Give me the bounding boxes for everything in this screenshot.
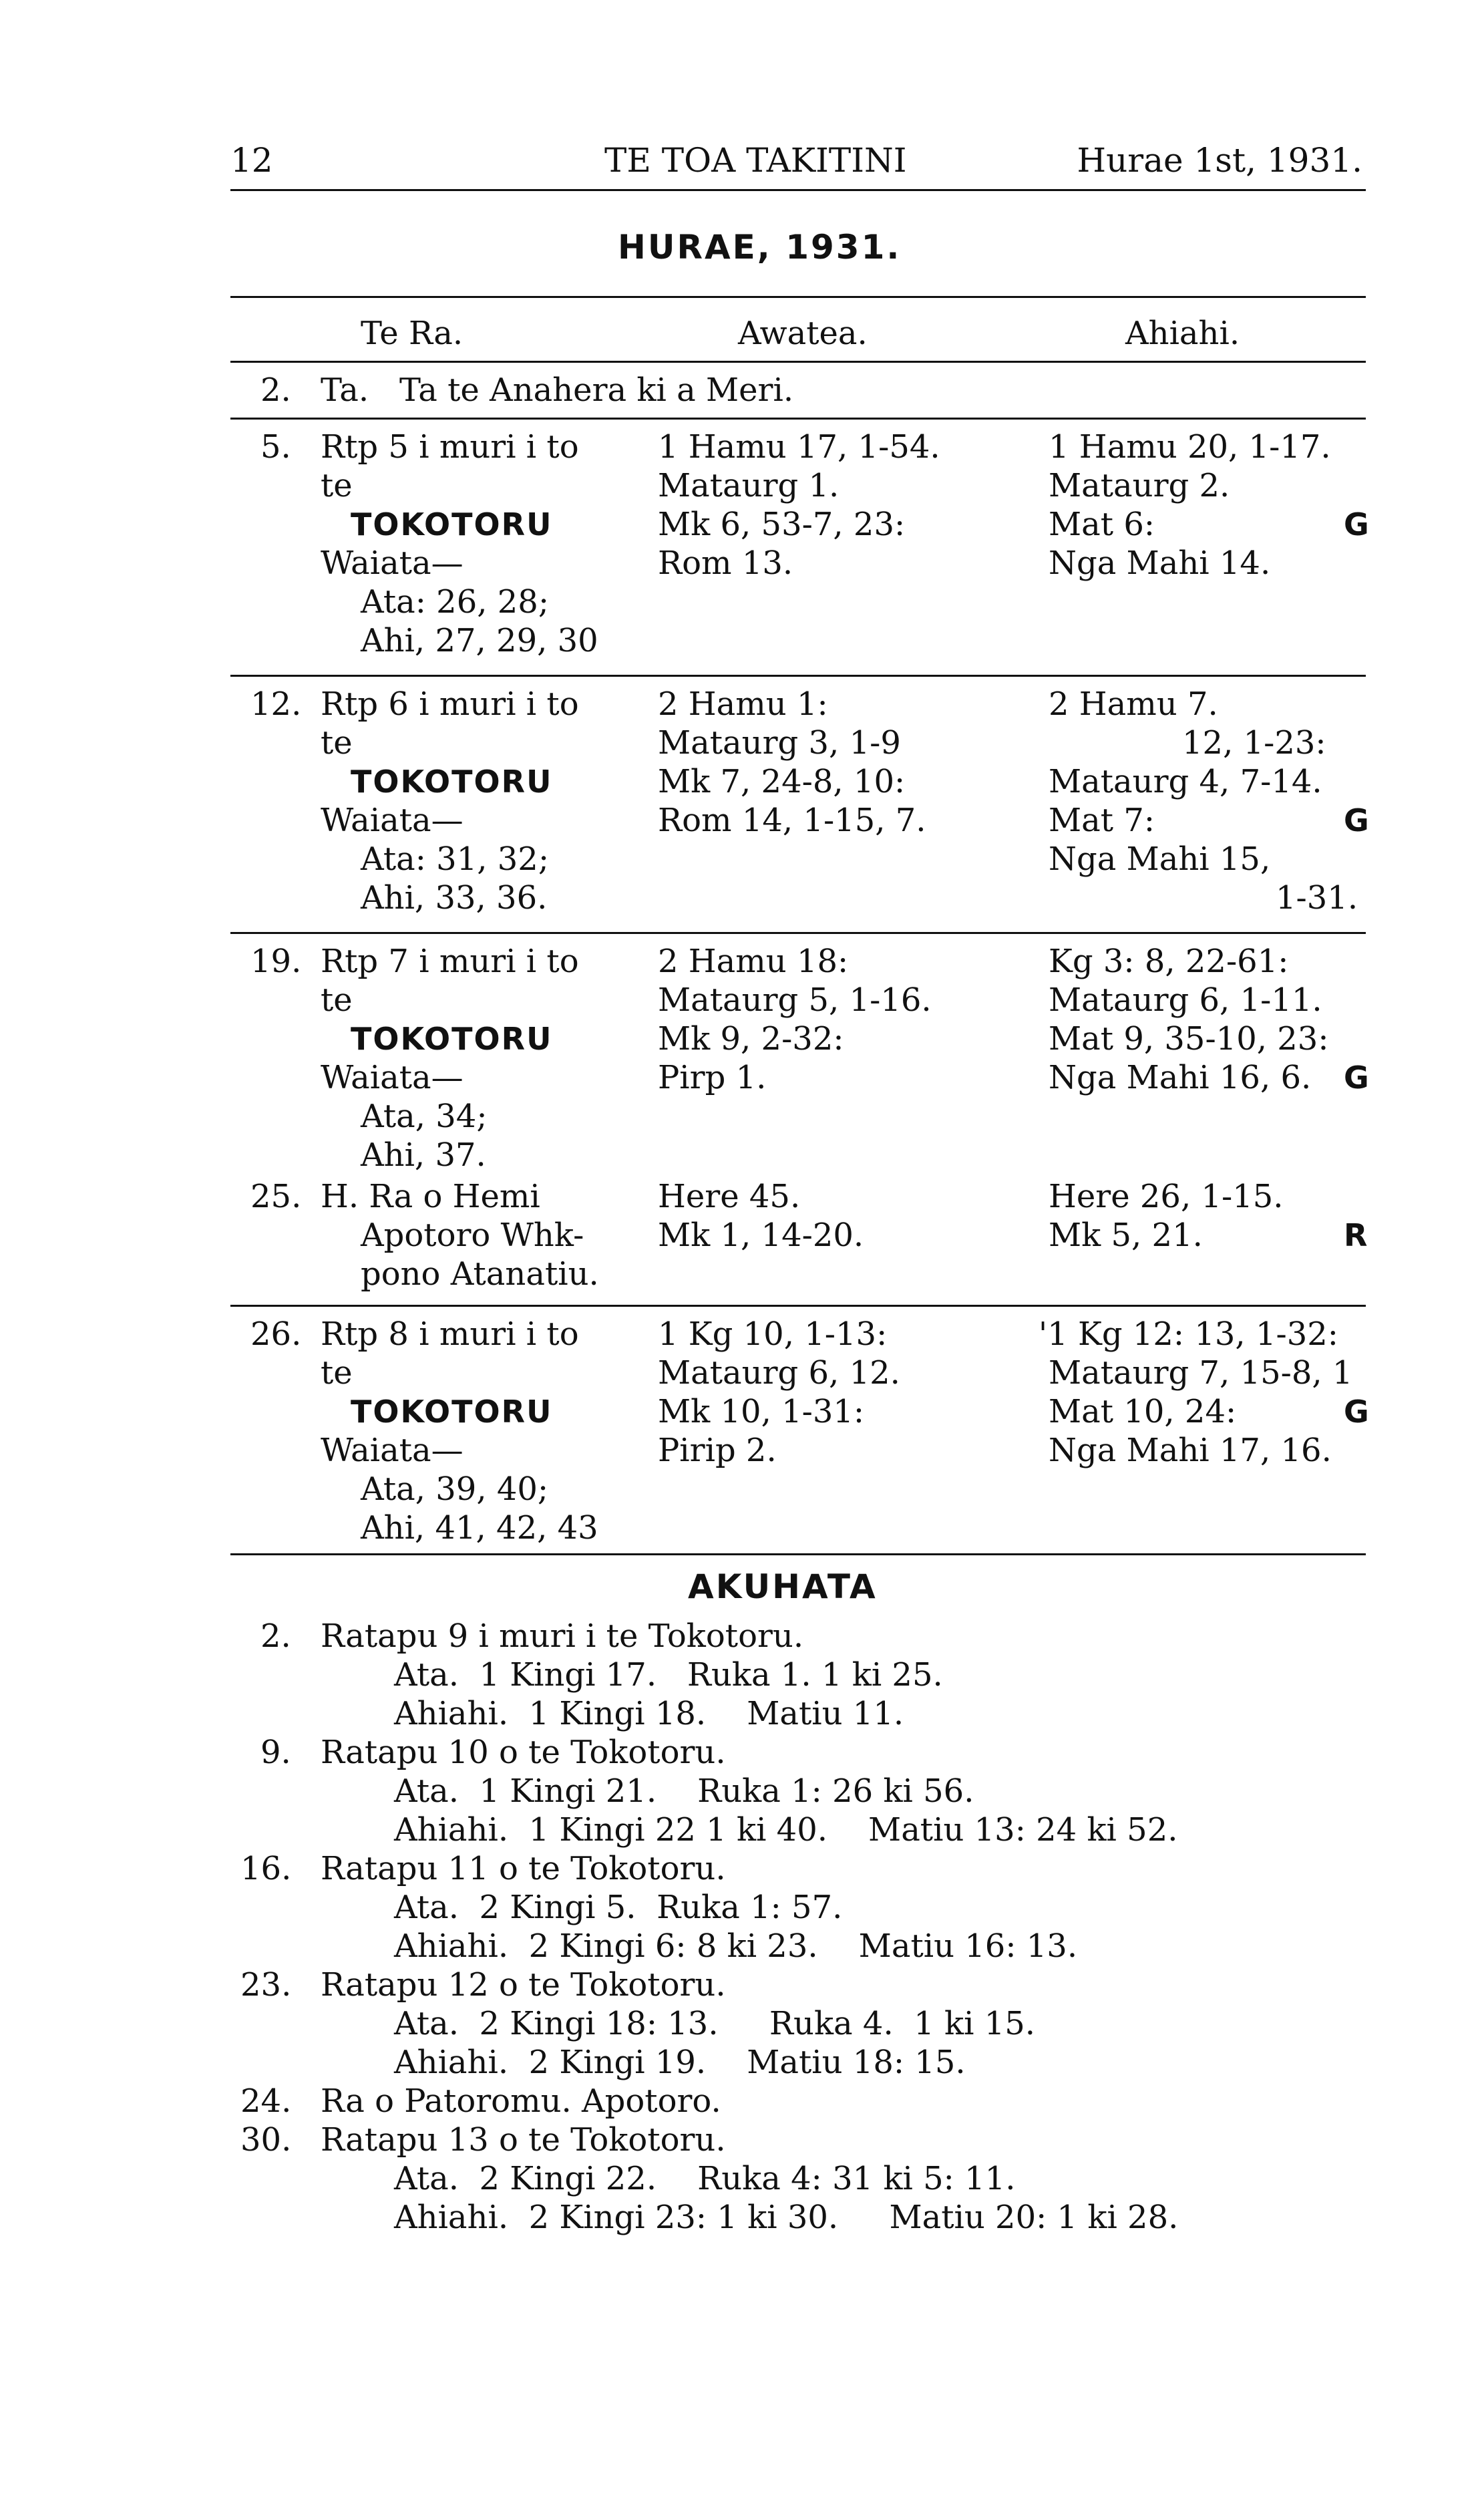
liturgical-colour-mark: G [1344,1394,1369,1430]
header-bottom-rule [230,361,1366,363]
ra-line: Ata, 39, 40; [361,1470,549,1508]
liturgical-colour-mark: G [1344,802,1369,838]
entry-heading: Ratapu 12 o te Tokotoru. [321,1966,726,2004]
awatea-line: Mk 9, 2-32: [658,1020,844,1058]
awatea-line: Mataurg 1. [658,467,840,504]
ra-line: te [321,1354,353,1392]
evening-readings: Ahiahi. 2 Kingi 6: 8 ki 23. Matiu 16: 13. [394,1927,1078,1965]
ra-line: Ata: 31, 32; [361,840,549,878]
day-number: 9. [260,1734,291,1771]
ahiahi-line: Kg 3: 8, 22-61: [1049,943,1289,980]
day-number: 16. [240,1850,292,1887]
awatea-line: 2 Hamu 18: [658,943,849,980]
awatea-line: Mataurg 6, 12. [658,1354,900,1392]
ahiahi-line: 2 Hamu 7. [1049,685,1218,723]
row-rule [230,675,1366,677]
column-header-awatea: Awatea. [738,315,868,352]
ra-line: te [321,724,353,762]
section-title: AKUHATA [688,1567,878,1606]
feast-line: Ta. Ta te Anahera ki a Meri. [321,371,794,409]
ahiahi-line: Mataurg 6, 1-11. [1049,981,1322,1019]
running-head [230,137,1362,190]
ra-line: Ahi, 41, 42, 43 [361,1509,598,1547]
ahiahi-line: 1 Hamu 20, 1-17. [1049,428,1331,466]
ahiahi-line: Nga Mahi 14. [1049,544,1271,582]
day-number: 25. [250,1178,302,1215]
liturgical-colour-mark: G [1344,1060,1369,1096]
ahiahi-line: Nga Mahi 17, 16. [1049,1432,1332,1469]
awatea-line: Pirip 2. [658,1432,777,1469]
ra-line: te [321,467,353,504]
ra-line: TOKOTORU [351,1021,553,1057]
morning-readings: Ata. 2 Kingi 5. Ruka 1: 57. [394,1889,843,1926]
awatea-line: 1 Hamu 17, 1-54. [658,428,940,466]
entry-heading: Ratapu 13 o te Tokotoru. [321,2121,726,2159]
day-number: 2. [260,1617,291,1655]
ra-line: Rtp 7 i muri i to [321,943,579,980]
ahiahi-line: '1 Kg 12: 13, 1-32: [1039,1315,1338,1353]
ra-line: Ata, 34; [361,1098,488,1135]
ra-line: Rtp 8 i muri i to [321,1315,579,1353]
ra-line: H. Ra o Hemi [321,1178,540,1215]
ahiahi-line: Mat 7: [1049,802,1155,839]
ra-line: Waiata— [321,1059,463,1096]
ra-line: Rtp 6 i muri i to [321,685,579,723]
ra-line: TOKOTORU [351,764,553,800]
day-number: 19. [250,943,302,980]
issue-date: Hurae 1st, 1931. [1077,141,1362,180]
ahiahi-line: Mat 9, 35-10, 23: [1049,1020,1329,1058]
ra-line: Waiata— [321,802,463,839]
awatea-line: 2 Hamu 1: [658,685,828,723]
entry-heading: Ratapu 11 o te Tokotoru. [321,1850,726,1887]
evening-readings: Ahiahi. 1 Kingi 22 1 ki 40. Matiu 13: 24 ki 52. [394,1811,1178,1849]
day-number: 26. [250,1315,302,1353]
day-number: 2. [260,371,291,409]
day-number: 23. [240,1966,292,2004]
day-number: 5. [260,428,291,466]
awatea-line: Rom 14, 1-15, 7. [658,802,926,839]
ra-line: Apotoro Whk- [361,1217,584,1254]
row-rule [230,418,1366,420]
column-header-ra: Te Ra. [361,315,463,352]
entry-heading: Ra o Patoromu. Apotoro. [321,2082,721,2120]
ahiahi-line: 1-31. [1276,879,1358,917]
awatea-line: Mk 7, 24-8, 10: [658,763,906,800]
entry-heading: Ratapu 9 i muri i te Tokotoru. [321,1617,804,1655]
awatea-line: Pirp 1. [658,1059,767,1096]
ahiahi-line: Mataurg 4, 7-14. [1049,763,1322,800]
ra-line: Ata: 26, 28; [361,583,549,621]
column-header-ahiahi: Ahiahi. [1125,315,1240,352]
table-bottom-rule [230,1553,1366,1555]
ra-line: Waiata— [321,544,463,582]
page-number: 12 [230,141,273,180]
awatea-line: 1 Kg 10, 1-13: [658,1315,888,1353]
ahiahi-line: Mat 10, 24: [1049,1393,1237,1430]
ra-line: pono Atanatiu. [361,1255,599,1293]
morning-readings: Ata. 2 Kingi 18: 13. Ruka 4. 1 ki 15. [394,2005,1036,2042]
evening-readings: Ahiahi. 1 Kingi 18. Matiu 11. [394,1695,904,1732]
ahiahi-line: Mataurg 2. [1049,467,1230,504]
month-title: HURAE, 1931. [618,228,902,267]
ra-line: Rtp 5 i muri i to [321,428,579,466]
ra-line: Ahi, 33, 36. [361,879,548,917]
morning-readings: Ata. 1 Kingi 21. Ruka 1: 26 ki 56. [394,1772,974,1810]
ahiahi-line: Nga Mahi 16, 6. [1049,1059,1312,1096]
morning-readings: Ata. 2 Kingi 22. Ruka 4: 31 ki 5: 11. [394,2160,1016,2197]
journal-title: TE TOA TAKITINI [604,141,907,180]
ahiahi-line: 12, 1-23: [1182,724,1326,762]
evening-readings: Ahiahi. 2 Kingi 19. Matiu 18: 15. [394,2044,966,2081]
row-rule [230,1305,1366,1307]
awatea-line: Mataurg 5, 1-16. [658,981,932,1019]
liturgical-colour-mark: G [1344,506,1369,542]
row-rule [230,932,1366,934]
ra-line: Ahi, 27, 29, 30 [361,622,598,659]
ahiahi-line: Mataurg 7, 15-8, 1 [1049,1354,1353,1392]
ahiahi-line: Mk 5, 21. [1049,1217,1203,1254]
awatea-line: Mk 1, 14-20. [658,1217,864,1254]
entry-heading: Ratapu 10 o te Tokotoru. [321,1734,726,1771]
ra-line: TOKOTORU [351,1394,553,1430]
morning-readings: Ata. 1 Kingi 17. Ruka 1. 1 ki 25. [394,1656,943,1694]
ra-line: TOKOTORU [351,506,553,542]
ra-line: Waiata— [321,1432,463,1469]
evening-readings: Ahiahi. 2 Kingi 23: 1 ki 30. Matiu 20: 1 ki 28. [394,2199,1179,2236]
ahiahi-line: Mat 6: [1049,506,1155,543]
awatea-line: Rom 13. [658,544,793,582]
header-rule [230,189,1366,191]
ra-line: te [321,981,353,1019]
table-top-rule [230,296,1366,298]
awatea-line: Mataurg 3, 1-9 [658,724,901,762]
awatea-line: Mk 10, 1-31: [658,1393,865,1430]
day-number: 24. [240,2082,292,2120]
ahiahi-line: Nga Mahi 15, [1049,840,1271,878]
awatea-line: Here 45. [658,1178,801,1215]
ahiahi-line: Here 26, 1-15. [1049,1178,1284,1215]
day-number: 30. [240,2121,292,2159]
ra-line: Ahi, 37. [361,1136,486,1174]
awatea-line: Mk 6, 53-7, 23: [658,506,906,543]
day-number: 12. [250,685,302,723]
liturgical-colour-mark: R [1344,1217,1368,1253]
